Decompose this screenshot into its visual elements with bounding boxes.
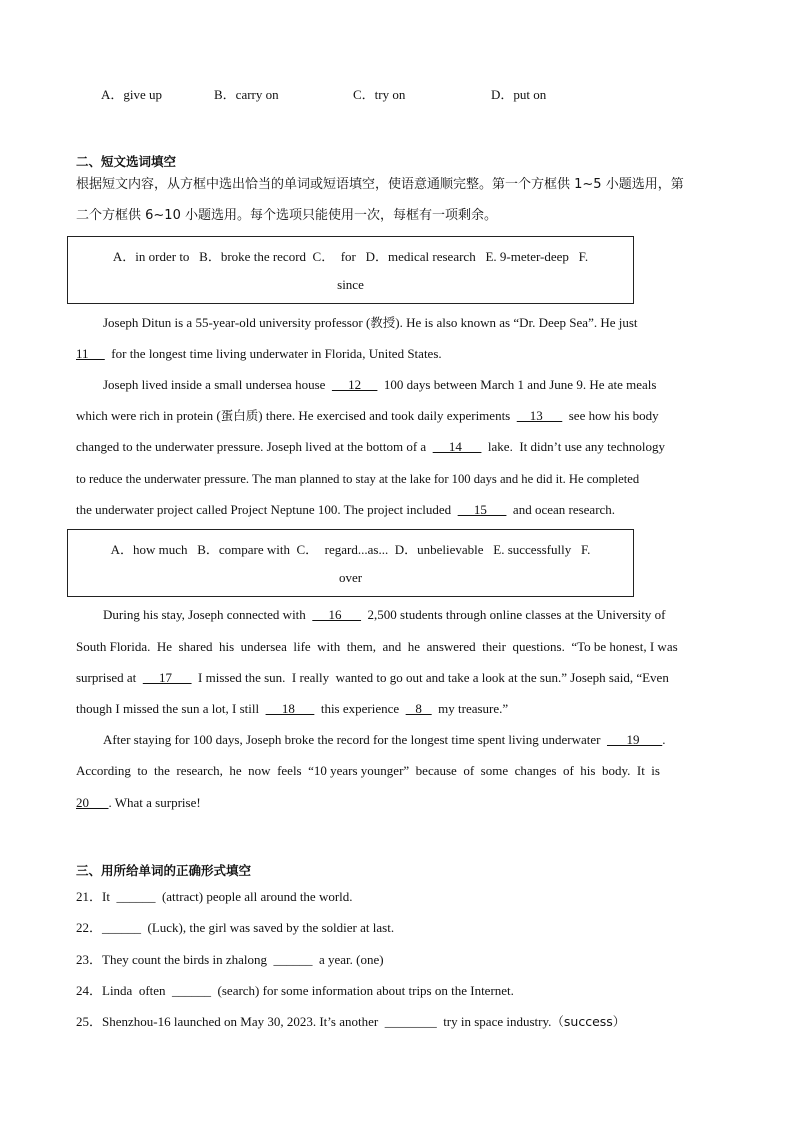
text: . What a surprise! (108, 795, 201, 810)
section3-heading: 三、用所给单词的正确形式填空 (76, 863, 252, 878)
word-box-1 (67, 236, 634, 304)
text: 100 days between March 1 and June 9. He ate meals (377, 377, 657, 392)
option-c: C．try on (353, 87, 406, 102)
text: and ocean research. (506, 502, 616, 517)
text: the underwater project called Project Neptune 100. The project included (76, 502, 458, 517)
text: see how his body (562, 408, 659, 423)
text-cjk: 蛋白质 (220, 408, 259, 423)
question-25 (76, 1011, 625, 1030)
passage-p3-line4 (76, 699, 719, 719)
word-box-2 (67, 529, 634, 597)
text: . (662, 732, 666, 747)
text: Joseph Ditun is a 55-year-old university professor ( (103, 315, 371, 330)
passage-p3-line3 (76, 668, 719, 688)
word-box-1-row1: A．in order to B．broke the record C． for D．medical research E. 9-meter-deep F. (112, 249, 589, 264)
text: though I missed the sun a lot, I still (76, 701, 266, 716)
text: 25．Shenzhou-16 launched on May 30, 2023. It’s another ________ try in space industry. (76, 1014, 552, 1029)
text: for the longest time living underwater in Florida, United States. (104, 346, 442, 361)
text: changed to the underwater pressure. Joseph lived at the bottom of a (76, 439, 433, 454)
option-d: D．put on (491, 87, 547, 102)
blank-11[interactable]: 11 (76, 346, 105, 361)
text: surprised at (76, 670, 143, 685)
text: （success） (551, 1014, 626, 1029)
text: which were rich in protein ( (76, 408, 221, 423)
blank-15[interactable]: 15 (457, 502, 507, 517)
passage-p2-line4: to reduce the underwater pressure. The man planned to stay at the lake for 100 days and he did it. He completed (76, 472, 640, 486)
blank-18[interactable]: 18 (265, 701, 315, 716)
blank-19[interactable]: 19 (606, 732, 663, 747)
passage-p3-line2: South Florida. He shared his undersea life with them, and he answered their questions. “To be honest, I was (76, 639, 678, 654)
passage-p2-line2 (76, 406, 719, 426)
text: After staying for 100 days, Joseph broke the record for the longest time spent living underwater (103, 732, 607, 747)
question-21: 21．It ______ (attract) people all around the world. (76, 889, 353, 904)
blank-12[interactable]: 12 (331, 377, 378, 392)
text: 2,500 students through online classes at the University of (361, 607, 666, 622)
passage-p2-line1 (76, 375, 719, 395)
passage-p4-line3 (76, 793, 719, 813)
blank-20[interactable]: 20 (76, 795, 109, 810)
blank-16[interactable]: 16 (312, 607, 362, 622)
text: my treasure.” (431, 701, 509, 716)
passage-p3-line1 (76, 605, 719, 625)
text-cjk: 教授 (370, 315, 396, 330)
passage-p2-line5 (76, 500, 719, 520)
word-box-1-row2: since (337, 277, 364, 292)
passage-p2-line3 (76, 437, 719, 457)
question-22: 22．______ (Luck), the girl was saved by the soldier at last. (76, 920, 395, 935)
passage-p4-line2: According to the research, he now feels “10 years younger” because of some changes of his body. It is (76, 763, 660, 778)
option-b: B．carry on (214, 87, 279, 102)
section2-heading: 二、短文选词填空 (76, 154, 177, 169)
blank-8[interactable]: 8 (405, 701, 432, 716)
text: lake. It didn’t use any technology (481, 439, 665, 454)
question-23: 23．They count the birds in zhalong ______ a year. (one) (76, 952, 384, 967)
section2-instruction-line2: 二个方框供 6~10 小题选用。每个选项只能使用一次，每框有一项剩余。 (76, 208, 497, 223)
blank-13[interactable]: 13 (516, 408, 563, 423)
blank-14[interactable]: 14 (432, 439, 482, 454)
passage-p1-line1 (76, 313, 719, 333)
option-a: A．give up (101, 87, 163, 102)
passage-p4-line1 (76, 730, 719, 750)
text: I missed the sun. I really wanted to go out and take a look at the sun.” Joseph said, “Even (191, 670, 669, 685)
word-box-2-row1: A．how much B．compare with C． regard...as... D．unbelievable E. successfully F. (110, 542, 591, 557)
text: ) there. He exercised and took daily experiments (258, 408, 517, 423)
section2-instruction-line1: 根据短文内容，从方框中选出恰当的单词或短语填空，使语意通顺完整。第一个方框供 1~5 小题选用，第 (76, 177, 684, 192)
text: ). He is also known as “Dr. Deep Sea”. He just (395, 315, 638, 330)
passage-p1-line2 (76, 344, 719, 364)
text: Joseph lived inside a small undersea house (103, 377, 332, 392)
blank-17[interactable]: 17 (142, 670, 192, 685)
question-24: 24．Linda often ______ (search) for some information about trips on the Internet. (76, 983, 514, 998)
text: During his stay, Joseph connected with (103, 607, 313, 622)
word-box-2-row2: over (338, 570, 363, 585)
text: this experience (314, 701, 406, 716)
